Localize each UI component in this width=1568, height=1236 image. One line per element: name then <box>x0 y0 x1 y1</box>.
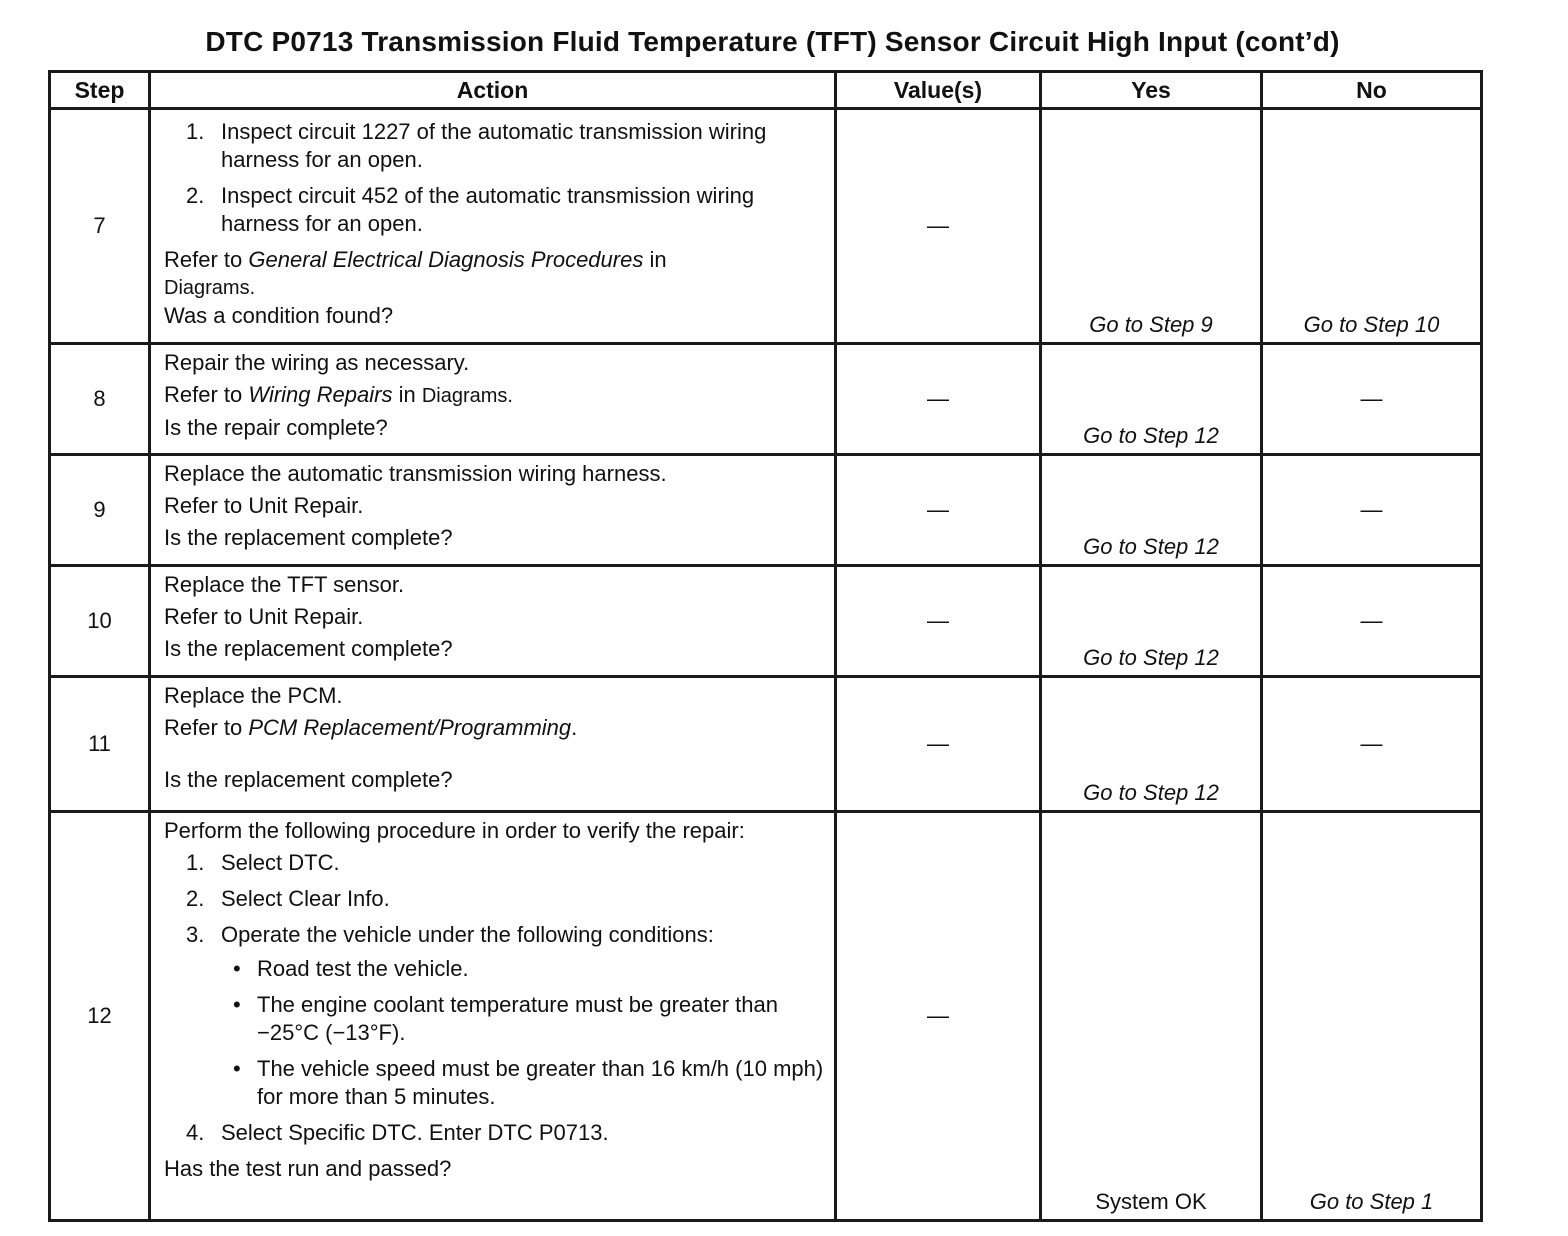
value-cell: — <box>836 109 1041 344</box>
refer-line <box>164 246 824 274</box>
header-action: Action <box>150 72 836 109</box>
yes-result: Go to Step 12 <box>1041 344 1262 455</box>
list-text: Select DTC. <box>221 850 340 875</box>
no-result: — <box>1262 455 1482 566</box>
bullet-text: The vehicle speed must be greater than 16 km/h (10 mph) for more than 5 minutes. <box>257 1056 824 1109</box>
bullet-item <box>221 991 824 1047</box>
action-text: Replace the TFT sensor. <box>164 572 405 597</box>
action-cell <box>150 677 836 812</box>
bullet-item <box>221 1055 824 1111</box>
header-values: Value(s) <box>836 72 1041 109</box>
bullet-item <box>221 955 824 983</box>
action-cell <box>150 344 836 455</box>
list-item <box>164 182 824 238</box>
list-number: 4. <box>186 1120 205 1145</box>
refer-suffix: in <box>392 382 422 407</box>
no-result: — <box>1262 566 1482 677</box>
bullet-icon: • <box>233 1056 241 1081</box>
bullet-text: The engine coolant temperature must be greater than −25°C (−13°F). <box>257 992 778 1045</box>
refer-suffix: . <box>571 715 578 740</box>
table-row <box>50 455 1482 566</box>
refer-prefix: Refer to <box>164 247 249 272</box>
list-number: 1. <box>186 850 205 875</box>
header-yes: Yes <box>1041 72 1262 109</box>
table-row <box>50 344 1482 455</box>
table-row <box>50 566 1482 677</box>
value-cell: — <box>836 344 1041 455</box>
refer-line: Refer to Unit Repair. <box>164 604 364 629</box>
question-text: Is the repair complete? <box>164 415 388 440</box>
yes-result: Go to Step 12 <box>1041 677 1262 812</box>
no-result: — <box>1262 677 1482 812</box>
action-text: Replace the PCM. <box>164 683 343 708</box>
list-text: Inspect circuit 1227 of the automatic transmission wiring harness for an open. <box>221 119 767 172</box>
value-cell: — <box>836 455 1041 566</box>
numbered-list <box>164 849 824 1147</box>
question-text: Is the replacement complete? <box>164 525 453 550</box>
list-number: 3. <box>186 922 205 947</box>
refer-diagrams: Diagrams. <box>164 277 256 299</box>
yes-result: Go to Step 12 <box>1041 566 1262 677</box>
list-text: Inspect circuit 452 of the automatic transmission wiring harness for an open. <box>221 183 755 236</box>
action-cell <box>150 566 836 677</box>
table-row <box>50 677 1482 812</box>
refer-diagrams: Diagrams. <box>421 385 513 407</box>
list-number: 1. <box>186 119 205 144</box>
list-text: Operate the vehicle under the following conditions: <box>221 922 714 947</box>
bullet-list <box>221 955 824 1111</box>
action-cell <box>150 812 836 1221</box>
action-cell <box>150 455 836 566</box>
list-text: Select Specific DTC. Enter DTC P0713. <box>221 1120 609 1145</box>
page-title: DTC P0713 Transmission Fluid Temperature (TFT) Sensor Circuit High Input (cont’d) <box>205 26 1340 57</box>
action-cell <box>150 109 836 344</box>
yes-result: Go to Step 12 <box>1041 455 1262 566</box>
question-text: Has the test run and passed? <box>164 1156 452 1181</box>
step-number: 7 <box>50 109 150 344</box>
list-number: 2. <box>186 886 205 911</box>
no-result: Go to Step 1 <box>1262 812 1482 1221</box>
step-number: 11 <box>50 677 150 812</box>
numbered-list <box>164 118 824 238</box>
refer-suffix: in <box>643 247 667 272</box>
refer-reference: Wiring Repairs <box>248 382 393 407</box>
bullet-icon: • <box>233 956 241 981</box>
value-cell: — <box>836 677 1041 812</box>
table-row <box>50 109 1482 344</box>
value-cell: — <box>836 566 1041 677</box>
list-item <box>164 885 824 913</box>
intro-text: Perform the following procedure in order to verify the repair: <box>164 818 745 843</box>
refer-prefix: Refer to <box>164 715 249 740</box>
list-item <box>164 1119 824 1147</box>
table-header-row <box>50 72 1482 109</box>
no-result: — <box>1262 344 1482 455</box>
refer-line <box>164 714 824 742</box>
value-cell: — <box>836 812 1041 1221</box>
question-text: Is the replacement complete? <box>164 636 453 661</box>
yes-result: System OK <box>1041 812 1262 1221</box>
refer-reference: PCM Replacement/Programming <box>248 715 572 740</box>
refer-line <box>164 381 824 410</box>
step-number: 12 <box>50 812 150 1221</box>
refer-reference: General Electrical Diagnosis Procedures <box>248 247 644 272</box>
list-item <box>164 118 824 174</box>
diagnostic-table <box>48 70 1483 1222</box>
no-result: Go to Step 10 <box>1262 109 1482 344</box>
question-text: Is the replacement complete? <box>164 767 453 792</box>
refer-prefix: Refer to <box>164 382 249 407</box>
step-number: 10 <box>50 566 150 677</box>
action-text: Repair the wiring as necessary. <box>164 350 470 375</box>
bullet-text: Road test the vehicle. <box>257 956 469 981</box>
header-step: Step <box>50 72 150 109</box>
list-item <box>164 849 824 877</box>
header-no: No <box>1262 72 1482 109</box>
step-number: 8 <box>50 344 150 455</box>
action-text: Replace the automatic transmission wiring harness. <box>164 461 667 486</box>
question-text: Was a condition found? <box>164 303 394 328</box>
list-item <box>164 921 824 1111</box>
step-number: 9 <box>50 455 150 566</box>
table-row <box>50 812 1482 1221</box>
refer-line: Refer to Unit Repair. <box>164 493 364 518</box>
yes-result: Go to Step 9 <box>1041 109 1262 344</box>
list-text: Select Clear Info. <box>221 886 390 911</box>
bullet-icon: • <box>233 992 241 1017</box>
list-number: 2. <box>186 183 205 208</box>
